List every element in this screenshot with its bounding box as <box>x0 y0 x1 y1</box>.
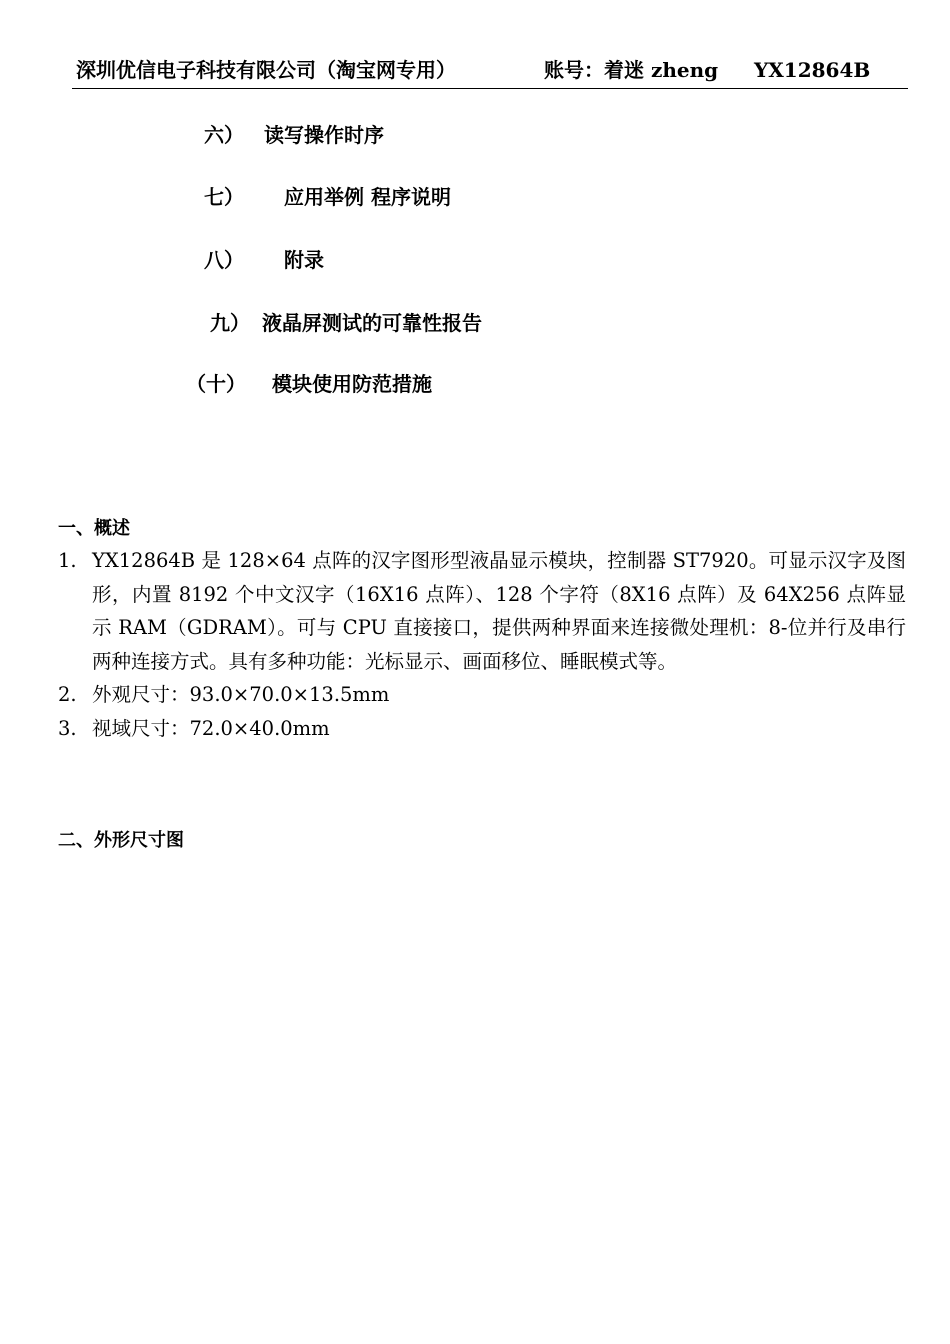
list-item <box>58 678 906 712</box>
list-item-marker: 3. <box>58 716 77 740</box>
page-header <box>72 56 908 89</box>
list-item <box>58 712 906 746</box>
list-item-text: YX12864B 是 128×64 点阵的汉字图形型液晶显示模块，控制器 ST7920。可显示汉字及图形，内置 8192 个中文汉字（16X16 点阵）、128 个字符（8X16 点阵）及 64X256 点阵显示 RAM（GDRAM）。可与 CPU 直接接口，提供两种界面来连接微处理机：8-位并行及串行两种连接方式。具有多种功能：光标显示、画面移位、睡眠模式等。 <box>92 549 906 673</box>
header-company: 深圳优信电子科技有限公司（淘宝网专用） <box>76 58 456 82</box>
toc-item-title: 液晶屏测试的可靠性报告 <box>262 311 482 335</box>
toc-item-title: 应用举例 程序说明 <box>284 185 451 209</box>
list-item-marker: 2. <box>58 683 77 706</box>
list-item-text: 外观尺寸：93.0×70.0×13.5mm <box>92 683 390 706</box>
overview-list <box>58 544 906 745</box>
list-item <box>58 544 906 678</box>
dimensions-heading: 二、外形尺寸图 <box>58 830 184 851</box>
list-item-text: 视域尺寸：72.0×40.0mm <box>92 716 330 740</box>
overview-heading: 一、概述 <box>58 518 130 539</box>
toc-item-number: 七） <box>204 185 244 209</box>
toc-item-title: 附录 <box>284 248 324 272</box>
list-item-marker: 1. <box>58 549 77 572</box>
header-account: 账号：着迷 zheng <box>544 58 719 82</box>
toc-item-number: （十） <box>186 372 246 396</box>
toc-item-number: 九） <box>210 311 250 335</box>
toc-item-title: 模块使用防范措施 <box>272 372 432 396</box>
header-model: YX12864B <box>754 58 871 82</box>
toc-item-number: 八） <box>204 248 244 272</box>
toc-item-number: 六） <box>204 123 244 147</box>
toc-item-title: 读写操作时序 <box>264 123 384 147</box>
